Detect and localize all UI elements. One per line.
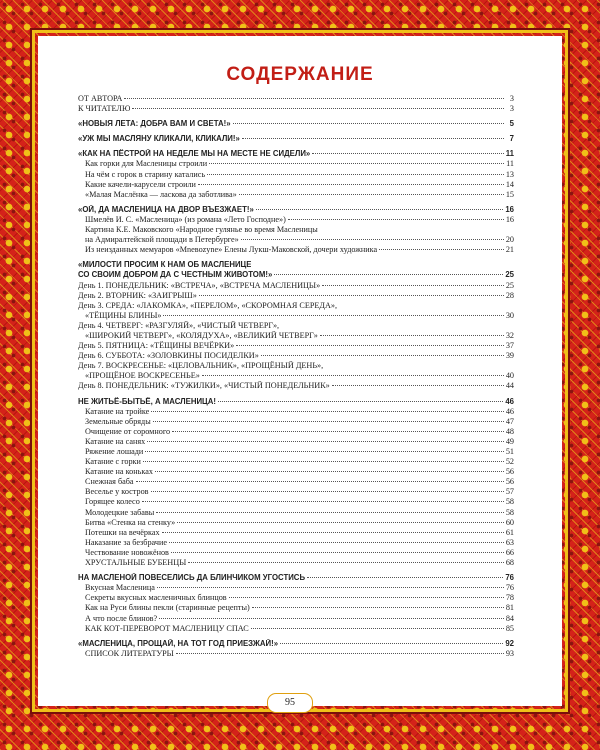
dot-leader [163, 315, 503, 316]
toc-entry-title: НЕ ЖИТЬЁ-БЫТЬЁ, А МАСЛЕНИЦА! [78, 396, 216, 406]
page-number: 95 [267, 693, 313, 713]
toc-entry-title: СО СВОИМ ДОБРОМ ДА С ЧЕСТНЫМ ЖИВОТОМ!» [78, 270, 273, 280]
toc-entry[interactable] [78, 407, 514, 417]
content-page [38, 36, 562, 706]
toc-entry-title: «ОЙ, ДА МАСЛЕНИЦА НА ДВОР ВЪЕЗЖАЕТ!» [78, 204, 254, 214]
table-of-contents [78, 94, 514, 659]
dot-leader [307, 577, 503, 578]
toc-entry[interactable] [78, 321, 514, 331]
toc-entry-page: 28 [505, 290, 514, 300]
toc-entry-page: 78 [505, 593, 514, 603]
dot-leader [229, 597, 504, 598]
toc-entry-title: День 7. ВОСКРЕСЕНЬЕ: «ЦЕЛОВАЛЬНИК», «ПРОЩЁНЫЙ ДЕНЬ», [78, 361, 324, 371]
dot-leader [256, 209, 504, 210]
toc-entry[interactable] [78, 291, 514, 301]
dot-leader [172, 431, 504, 432]
toc-entry-page: 30 [505, 310, 514, 320]
toc-entry[interactable] [78, 639, 514, 649]
toc-entry[interactable] [78, 487, 514, 497]
toc-entry[interactable] [78, 119, 514, 129]
dot-leader [147, 441, 504, 442]
toc-entry-page: 46 [505, 406, 514, 416]
toc-entry-page: 46 [505, 396, 514, 406]
toc-entry[interactable] [78, 497, 514, 507]
toc-entry-title: День 8. ПОНЕДЕЛЬНИК: «ТУЖИЛКИ», «ЧИСТЫЙ ПОНЕДЕЛЬНИК» [78, 381, 330, 391]
toc-entry-page: 5 [509, 119, 514, 129]
dot-leader [242, 138, 504, 139]
toc-entry-title: «МИЛОСТИ ПРОСИМ К НАМ ОБ МАСЛЕНИЦЕ [78, 260, 252, 270]
toc-entry-title: Наказание за безбрачие [85, 537, 167, 547]
dot-leader [151, 491, 504, 492]
dot-leader [202, 375, 504, 376]
toc-entry-page: 37 [505, 341, 514, 351]
toc-entry[interactable] [78, 447, 514, 457]
toc-entry-page: 47 [505, 416, 514, 426]
toc-entry[interactable] [78, 538, 514, 548]
toc-entry-title: Секреты вкусных масленичных блинцов [85, 593, 227, 603]
toc-entry-page: 76 [505, 573, 514, 583]
toc-entry-page: 56 [505, 477, 514, 487]
toc-entry[interactable] [78, 260, 514, 270]
toc-entry-title: К ЧИТАТЕЛЮ [78, 104, 131, 114]
toc-entry-page: 25 [505, 270, 514, 280]
toc-entry-title: Катание на тройке [85, 406, 150, 416]
toc-entry-page: 49 [505, 436, 514, 446]
toc-entry-title: Какие качели-карусели строили [85, 179, 196, 189]
toc-entry[interactable] [78, 190, 514, 200]
toc-entry-title: День 5. ПЯТНИЦА: «ТЁЩИНЫ ВЕЧЁРКИ» [78, 341, 235, 351]
toc-entry[interactable] [78, 437, 514, 447]
toc-entry-page: 85 [505, 623, 514, 633]
toc-entry-title: Катание на санях [85, 436, 146, 446]
toc-entry-page: 11 [505, 149, 514, 159]
dot-leader [177, 522, 504, 523]
toc-entry-title: Ряжение лошади [85, 447, 144, 456]
toc-entry-page: 21 [505, 245, 514, 255]
toc-entry-page: 13 [505, 169, 514, 179]
toc-entry-title: НА МАСЛЕНОЙ ПОВЕСЕЛИСЬ ДА БЛИНЧИКОМ УГОСТИСЬ [78, 573, 306, 583]
toc-entry-page: 20 [505, 235, 514, 245]
toc-entry[interactable] [78, 361, 514, 371]
dot-leader [155, 471, 504, 472]
toc-entry[interactable] [78, 417, 514, 427]
dot-leader [198, 184, 504, 185]
toc-entry-title: Картина К.Е. Маковского «Народное гулянье во время Масленицы [85, 225, 318, 235]
toc-entry-title: Потешки на вечёрках [85, 527, 160, 537]
toc-entry-title: Как горки для Масленицы строили [85, 159, 208, 169]
toc-entry[interactable] [78, 311, 514, 321]
toc-entry[interactable] [78, 94, 514, 104]
toc-entry[interactable] [78, 603, 514, 613]
toc-entry[interactable] [78, 341, 514, 351]
dot-leader [171, 552, 504, 553]
toc-entry-page: 7 [509, 134, 514, 144]
toc-entry[interactable] [78, 170, 514, 180]
dot-leader [239, 194, 504, 195]
toc-entry[interactable] [78, 281, 514, 291]
toc-entry[interactable] [78, 397, 514, 407]
dot-leader [207, 174, 504, 175]
dot-leader [199, 295, 504, 296]
dot-leader [312, 153, 503, 154]
dot-leader [156, 512, 504, 513]
toc-entry[interactable] [78, 270, 514, 280]
dot-leader [136, 481, 504, 482]
toc-entry-title: ХРУСТАЛЬНЫЕ БУБЕНЦЫ [85, 558, 187, 568]
dot-leader [218, 401, 503, 402]
toc-entry[interactable] [78, 528, 514, 538]
toc-entry-page: 92 [505, 638, 514, 648]
toc-entry-page: 44 [505, 381, 514, 391]
toc-entry-title: На чём с горок в старину катались [85, 169, 206, 179]
toc-entry-page: 68 [505, 558, 514, 568]
toc-entry-page: 76 [505, 583, 514, 593]
toc-entry-title: День 2. ВТОРНИК: «ЗАИГРЫШ» [78, 290, 197, 300]
toc-entry-title: Веселье у костров [85, 487, 149, 497]
toc-entry-page: 39 [505, 351, 514, 361]
toc-entry-title: СПИСОК ЛИТЕРАТУРЫ [85, 648, 174, 658]
toc-entry[interactable] [78, 245, 514, 255]
dot-leader [236, 345, 504, 346]
toc-entry-title: День 3. СРЕДА: «ЛАКОМКА», «ПЕРЕЛОМ», «СКОРОМНАЯ СЕРЕДА», [78, 300, 338, 310]
toc-entry-page: 16 [505, 214, 514, 224]
dot-leader [142, 501, 504, 502]
toc-entry-page: 81 [505, 603, 514, 613]
toc-entry-page: 15 [505, 189, 514, 199]
dot-leader [280, 643, 503, 644]
toc-entry-page: 11 [506, 159, 514, 169]
toc-entry-title: Вкусная Масленица [85, 583, 155, 593]
toc-entry[interactable] [78, 457, 514, 467]
toc-entry-page: 3 [509, 94, 514, 103]
toc-entry[interactable] [78, 583, 514, 593]
toc-entry-page: 56 [505, 467, 514, 477]
toc-entry-title: Очищение от соромного [85, 426, 171, 436]
toc-entry-title: «Малая Маслёнка — ласкова да заботлива» [85, 189, 237, 199]
toc-entry[interactable] [78, 573, 514, 583]
toc-entry-title: на Адмиралтейской площади в Петербурге» [85, 235, 239, 245]
toc-entry[interactable] [78, 149, 514, 159]
dot-leader [320, 335, 504, 336]
toc-entry-title: «КАК НА ПЁСТРОЙ НА НЕДЕЛЕ МЫ НА МЕСТЕ НЕ СИДЕЛИ» [78, 149, 311, 159]
dot-leader [153, 421, 504, 422]
toc-entry-page: 60 [505, 517, 514, 527]
toc-entry-page: 51 [505, 447, 514, 456]
toc-entry-title: КАК КОТ-ПЕРЕВОРОТ МАСЛЕНИЦУ СПАС [85, 623, 249, 633]
dot-leader [188, 562, 504, 563]
dot-leader [124, 98, 504, 99]
toc-entry-page: 57 [505, 487, 514, 497]
toc-entry-page: 48 [505, 426, 514, 436]
toc-entry[interactable] [78, 205, 514, 215]
toc-entry-title: «ПРОЩЁНОЕ ВОСКРЕСЕНЬЕ» [85, 371, 200, 381]
toc-entry-page: 40 [505, 371, 514, 381]
toc-entry[interactable] [78, 614, 514, 624]
toc-entry[interactable] [78, 134, 514, 144]
dot-leader [241, 239, 504, 240]
toc-entry-page: 32 [505, 330, 514, 340]
toc-entry[interactable] [78, 331, 514, 341]
toc-entry-title: Из неизданных мемуаров «Mneвozуne» Елены Лукш-Маковской, дочери художника [85, 245, 378, 255]
toc-entry-page: 3 [509, 104, 514, 114]
toc-entry-title: Снежная баба [85, 477, 134, 487]
toc-entry-page: 25 [505, 280, 514, 290]
toc-entry-page: 52 [505, 457, 514, 467]
toc-entry-title: Молодецкие забавы [85, 507, 155, 517]
dot-leader [169, 542, 504, 543]
toc-entry[interactable] [78, 159, 514, 169]
toc-entry[interactable] [78, 235, 514, 245]
toc-entry-title: Чествование новожёнов [85, 547, 169, 557]
dot-leader [288, 219, 504, 220]
toc-entry-page: 93 [505, 648, 514, 658]
toc-entry[interactable] [78, 558, 514, 568]
dot-leader [143, 461, 504, 462]
toc-entry-page: 58 [505, 497, 514, 507]
toc-entry-title: «ТЁЩИНЫ БЛИНЫ» [85, 310, 162, 320]
toc-entry[interactable] [78, 371, 514, 381]
toc-entry-title: Битва «Стенка на стенку» [85, 517, 176, 527]
toc-entry-title: День 6. СУББОТА: «ЗОЛОВКИНЫ ПОСИДЕЛКИ» [78, 351, 259, 361]
dot-leader [159, 618, 504, 619]
toc-entry[interactable] [78, 477, 514, 487]
toc-entry[interactable] [78, 518, 514, 528]
toc-entry-title: «МАСЛЕНИЦА, ПРОЩАЙ, НА ТОТ ГОД ПРИЕЗЖАЙ!» [78, 638, 279, 648]
toc-entry-title: ОТ АВТОРА [78, 94, 123, 103]
toc-entry[interactable] [78, 593, 514, 603]
toc-entry[interactable] [78, 351, 514, 361]
toc-entry-title: «НОВЫЯ ЛЕТА: ДОБРА ВАМ И СВЕТА!» [78, 119, 231, 129]
toc-entry[interactable] [78, 301, 514, 311]
dot-leader [322, 285, 504, 286]
toc-entry-page: 16 [505, 204, 514, 214]
toc-entry[interactable] [78, 649, 514, 659]
toc-entry-title: Земельные обряды [85, 416, 151, 426]
dot-leader [162, 532, 504, 533]
toc-entry[interactable] [78, 381, 514, 391]
toc-entry-title: Катание на коньках [85, 467, 153, 477]
toc-entry[interactable] [78, 427, 514, 437]
dot-leader [233, 123, 504, 124]
dot-leader [176, 653, 504, 654]
toc-entry-page: 14 [505, 179, 514, 189]
dot-leader [332, 385, 504, 386]
dot-leader [132, 108, 504, 109]
dot-leader [261, 355, 504, 356]
dot-leader [251, 628, 504, 629]
toc-entry-title: Как на Руси блины пекли (старинные рецепты) [85, 603, 250, 613]
toc-entry[interactable] [78, 225, 514, 235]
toc-entry-page: 63 [505, 537, 514, 547]
toc-entry-page: 58 [505, 507, 514, 517]
toc-entry-title: Шмелёв И. С. «Масленица» (из романа «Лето Господне») [85, 214, 286, 224]
page-title: СОДЕРЖАНИЕ [226, 64, 374, 85]
toc-entry-page: 61 [505, 527, 514, 537]
toc-entry[interactable] [78, 508, 514, 518]
dot-leader [252, 607, 504, 608]
dot-leader [151, 411, 504, 412]
toc-entry[interactable] [78, 180, 514, 190]
toc-entry-title: День 1. ПОНЕДЕЛЬНИК: «ВСТРЕЧА», «ВСТРЕЧА МАСЛЕНИЦЫ» [78, 280, 321, 290]
dot-leader [145, 451, 504, 452]
toc-entry[interactable] [78, 548, 514, 558]
dot-leader [379, 249, 504, 250]
dot-leader [209, 163, 504, 164]
toc-entry[interactable] [78, 104, 514, 114]
toc-entry[interactable] [78, 624, 514, 634]
toc-entry[interactable] [78, 215, 514, 225]
toc-entry-page: 84 [505, 613, 514, 623]
dot-leader [274, 274, 503, 275]
toc-entry-page: 66 [505, 547, 514, 557]
toc-entry-title: Катание с горки [85, 457, 141, 467]
toc-entry-title: А что после блинов? [85, 613, 158, 623]
toc-entry-title: «УЖ МЫ МАСЛЯНУ КЛИКАЛИ, КЛИКАЛИ!» [78, 134, 240, 144]
toc-entry-title: День 4. ЧЕТВЕРГ: «РАЗГУЛЯЙ», «ЧИСТЫЙ ЧЕТВЕРГ», [78, 320, 280, 330]
toc-entry-title: «ШИРОКИЙ ЧЕТВЕРГ», «КОЛЯДУХА», «ВЕЛИКИЙ ЧЕТВЕРГ» [85, 330, 318, 340]
toc-entry[interactable] [78, 467, 514, 477]
dot-leader [157, 587, 504, 588]
toc-entry-title: Горящее колесо [85, 497, 140, 507]
